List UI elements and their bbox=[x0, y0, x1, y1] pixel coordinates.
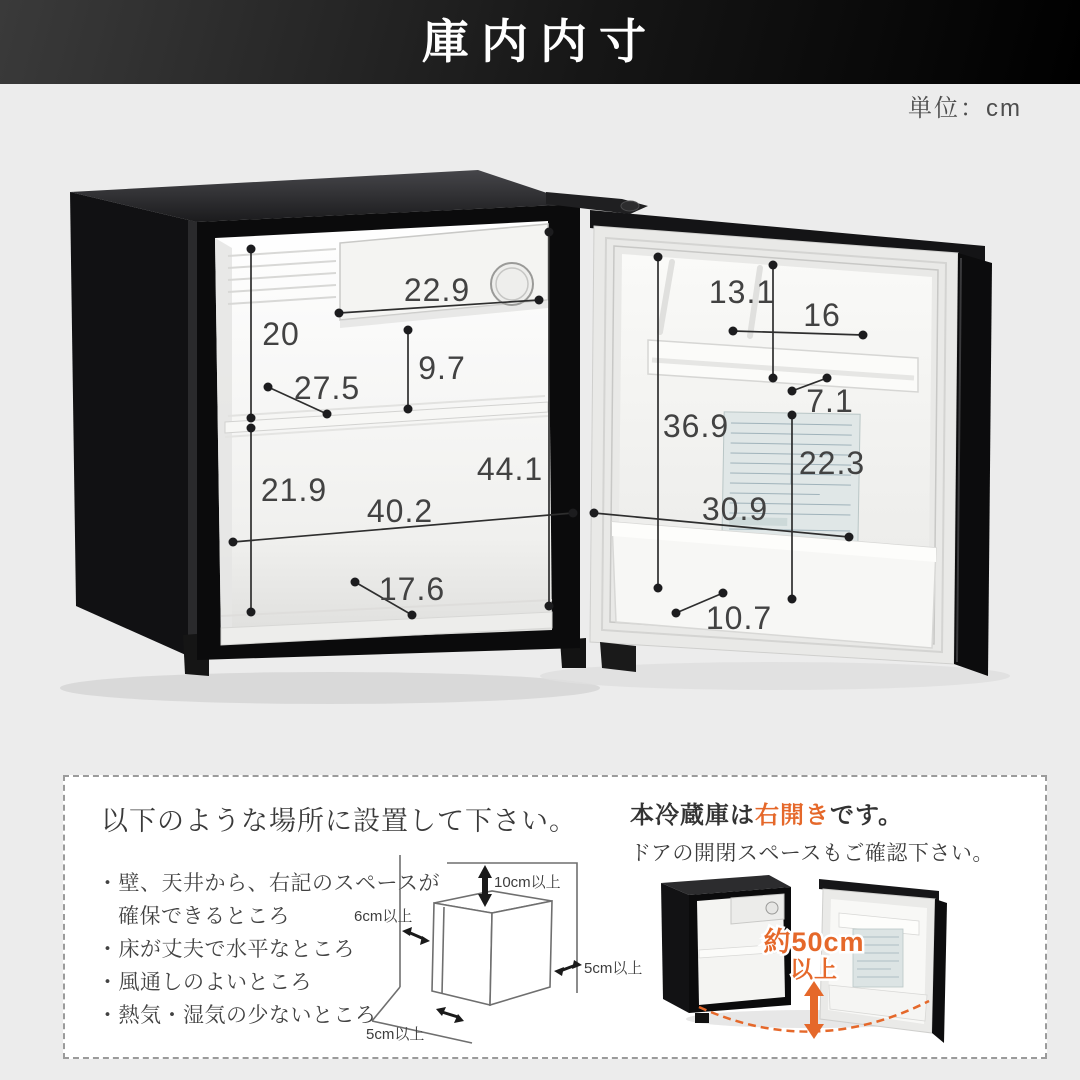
clearance-label-top: 10cm以上 bbox=[494, 874, 561, 891]
install-note: 確保できるところ bbox=[118, 905, 290, 928]
dim-label-door-width: 30.9 bbox=[701, 491, 769, 527]
install-note: ・床が丈夫で水平なところ bbox=[97, 938, 355, 961]
dim-label-door-lower-height: 22.3 bbox=[798, 445, 866, 481]
install-heading: 以下のような場所に設置して下さい。 bbox=[101, 806, 577, 836]
clearance-diagram bbox=[352, 841, 644, 1053]
door-note-line2: ドアの開閉スペースもご確認下さい。 bbox=[630, 842, 994, 865]
front-clearance-label-line2: 以上 bbox=[790, 956, 838, 982]
dim-label-lower-height: 21.9 bbox=[260, 472, 328, 508]
clearance-label-left: 6cm以上 bbox=[354, 908, 413, 925]
dim-label-pocket-width: 16 bbox=[803, 297, 841, 333]
unit-note: 単位：cm bbox=[908, 95, 1022, 122]
thermostat-dial bbox=[491, 263, 533, 305]
dim-label-pocket-depth: 7.1 bbox=[806, 383, 854, 419]
door-note-suffix: です。 bbox=[830, 802, 904, 829]
mini-door bbox=[819, 879, 947, 1043]
door-opening-note bbox=[630, 795, 994, 867]
page-title: 庫内内寸 bbox=[422, 17, 658, 69]
fridge-cabinet bbox=[70, 170, 586, 676]
dim-label-interior-height: 44.1 bbox=[476, 451, 544, 487]
install-note: ・風通しのよいところ bbox=[97, 971, 312, 994]
dim-label-upper-height: 20 bbox=[262, 316, 300, 352]
door-note-line1 bbox=[630, 795, 994, 830]
install-note: ・壁、天井から、右記のスペースが bbox=[97, 872, 440, 895]
fridge-sketch bbox=[432, 891, 552, 1005]
dim-label-shelf-depth: 27.5 bbox=[293, 370, 361, 406]
dim-label-interior-width: 40.2 bbox=[366, 493, 434, 529]
install-note: ・熱気・湿気の少ないところ bbox=[97, 1004, 377, 1027]
front-clearance-label-line1: 約50cm bbox=[763, 927, 865, 957]
clearance-label-bottom: 5cm以上 bbox=[366, 1026, 425, 1043]
dim-label-door-lower-depth: 10.7 bbox=[705, 600, 773, 636]
dim-label-pocket-height: 13.1 bbox=[708, 274, 776, 310]
dim-label-door-height: 36.9 bbox=[662, 408, 730, 444]
mini-fridge-image bbox=[651, 867, 966, 1055]
dim-label-shelf-gap: 9.7 bbox=[418, 350, 466, 386]
install-instructions-box bbox=[63, 775, 1047, 1059]
door-note-prefix: 本冷蔵庫は bbox=[630, 802, 755, 829]
dim-label-freezer-width: 22.9 bbox=[403, 272, 471, 308]
spec-label-sticker bbox=[722, 412, 860, 550]
dim-label-floor-depth: 17.6 bbox=[378, 571, 446, 607]
door-note-accent: 右開き bbox=[755, 802, 830, 829]
clearance-label-right: 5cm以上 bbox=[584, 960, 643, 977]
